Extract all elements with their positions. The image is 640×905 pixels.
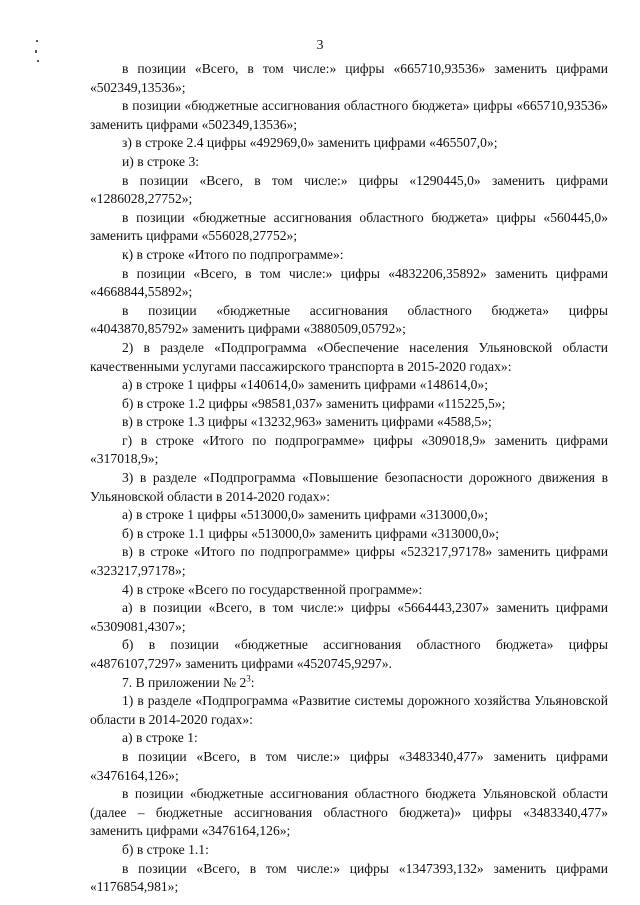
annex-superscript: 3 bbox=[246, 673, 251, 684]
paragraph: 3) в разделе «Подпрограмма «Повышение безопасности дорожного движения в Ульяновской области в 2014-2020 годах»: bbox=[90, 470, 608, 504]
document-body bbox=[90, 60, 608, 897]
annex-heading bbox=[90, 674, 608, 693]
paragraph: к) в строке «Итого по подпрограмме»: bbox=[122, 246, 344, 262]
paragraph: б) в строке 1.1: bbox=[122, 841, 209, 857]
paragraph: и) в строке 3: bbox=[122, 153, 200, 169]
paragraph: б) в строке 1.1 цифры «513000,0» заменить цифрами «313000,0»; bbox=[122, 525, 500, 541]
paragraph: в позиции «бюджетные ассигнования областного бюджета» цифры «4043870,85792» заменить цифрами «3880509,05792»; bbox=[90, 302, 608, 337]
paragraph: з) в строке 2.4 цифры «492969,0» заменить цифрами «465507,0»; bbox=[122, 135, 498, 151]
paragraph: в позиции «Всего, в том числе:» цифры «4832206,35892» заменить цифрами «4668844,55892»; bbox=[90, 265, 608, 300]
paragraph: в позиции «бюджетные ассигнования областного бюджета» цифры «560445,0» заменить цифрами «556028,27752»; bbox=[90, 209, 608, 244]
paragraph: в позиции «бюджетные ассигнования областного бюджета Ульяновской области (далее – бюджетные ассигнования областного бюджета)» цифры «3483340,477» заменить цифрами «3476164,126»; bbox=[90, 786, 608, 839]
annex-suffix: : bbox=[250, 674, 255, 690]
paragraph: в) в строке «Итого по подпрограмме» цифры «523217,97178» заменить цифрами «323217,97178»; bbox=[90, 544, 608, 579]
scan-speck bbox=[35, 50, 37, 53]
paragraph: б) в позиции «бюджетные ассигнования областного бюджета» цифры «4876107,7297» заменить цифрами «4520745,9297». bbox=[90, 637, 608, 671]
paragraph: в позиции «бюджетные ассигнования областного бюджета» цифры «665710,93536» заменить цифрами «502349,13536»; bbox=[90, 98, 608, 132]
paragraph: 1) в разделе «Подпрограмма «Развитие системы дорожного хозяйства Ульяновской области в 2014-2020 годах»: bbox=[90, 693, 608, 727]
paragraph: а) в строке 1 цифры «513000,0» заменить цифрами «313000,0»; bbox=[122, 507, 488, 523]
paragraph: в позиции «Всего, в том числе:» цифры «1347393,132» заменить цифрами «1176854,981»; bbox=[90, 860, 608, 895]
paragraph: в) в строке 1.3 цифры «13232,963» заменить цифрами «4588,5»; bbox=[122, 414, 492, 430]
paragraph: в позиции «Всего, в том числе:» цифры «1290445,0» заменить цифрами «1286028,27752»; bbox=[90, 172, 608, 207]
paragraph: в позиции «Всего, в том числе:» цифры «665710,93536» заменить цифрами «502349,13536»; bbox=[90, 61, 608, 95]
paragraph: 4) в строке «Всего по государственной программе»: bbox=[122, 581, 423, 597]
paragraph: 2) в разделе «Подпрограмма «Обеспечение населения Ульяновской области качественными услугами пассажирского транспорта в 2015-2020 годах»: bbox=[90, 339, 608, 374]
paragraph: г) в строке «Итого по подпрограмме» цифры «309018,9» заменить цифрами «317018,9»; bbox=[90, 432, 608, 467]
paragraph: в позиции «Всего, в том числе:» цифры «3483340,477» заменить цифрами «3476164,126»; bbox=[90, 748, 608, 783]
paragraph: а) в строке 1: bbox=[122, 730, 198, 746]
annex-text: 7. В приложении № 2 bbox=[122, 674, 247, 690]
paragraph: а) в строке 1 цифры «140614,0» заменить цифрами «148614,0»; bbox=[122, 377, 488, 393]
paragraph: а) в позиции «Всего, в том числе:» цифры «5664443,2307» заменить цифрами «5309081,4307»; bbox=[90, 600, 608, 634]
scan-speck bbox=[37, 60, 39, 62]
scan-speck bbox=[36, 40, 38, 42]
page-number: 3 bbox=[316, 38, 324, 53]
paragraph: б) в строке 1.2 цифры «98581,037» заменить цифрами «115225,5»; bbox=[122, 395, 506, 411]
